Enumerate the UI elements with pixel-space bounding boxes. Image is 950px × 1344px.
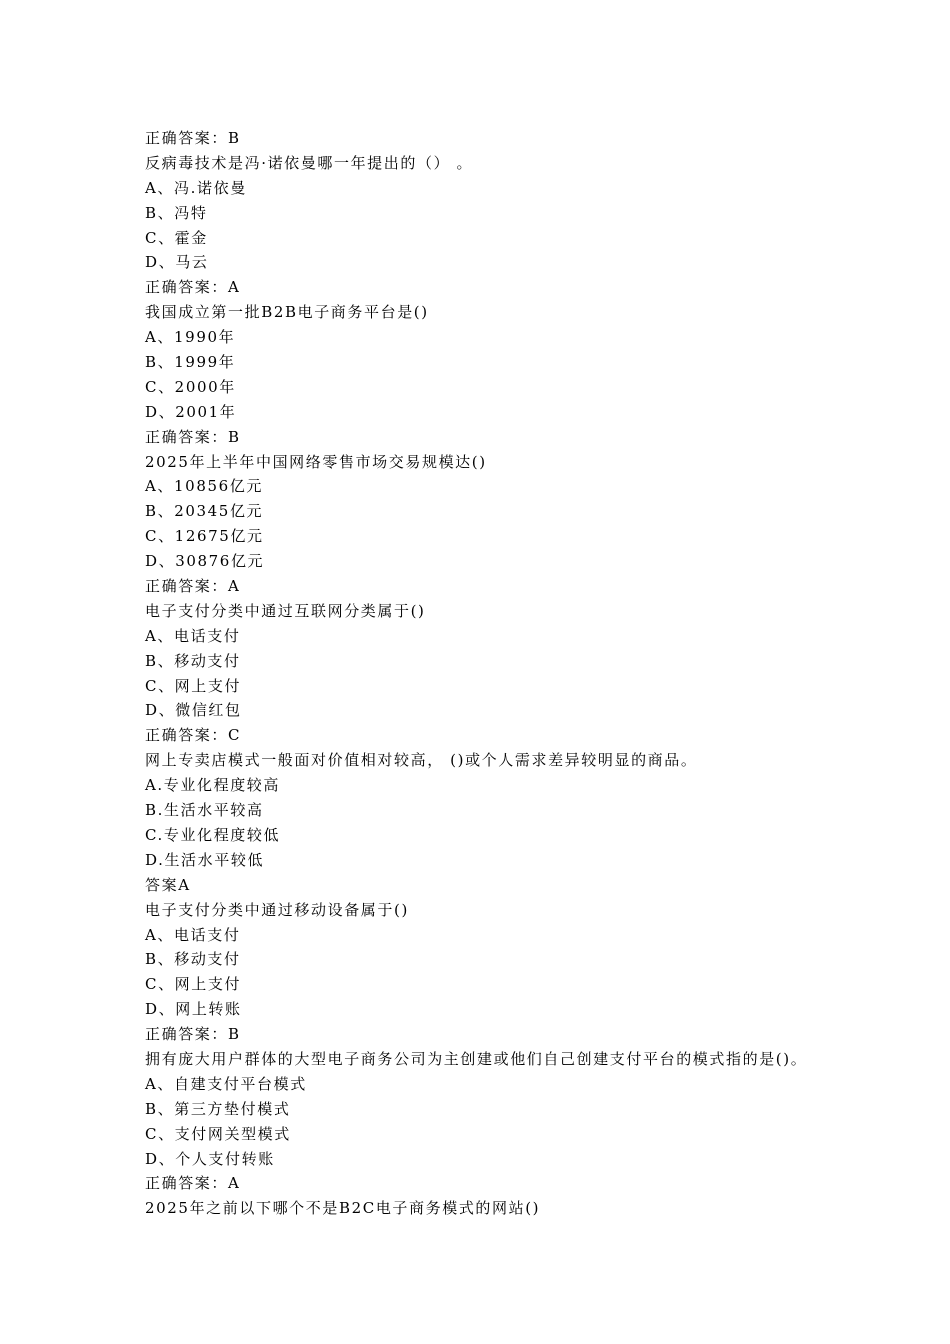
option-line: D、马云 — [145, 253, 209, 272]
option-line: C、2000年 — [145, 377, 236, 396]
option-line: C、12675亿元 — [145, 527, 264, 546]
option-line: D、个人支付转账 — [145, 1149, 275, 1168]
question-line: 拥有庞大用户群体的大型电子商务公司为主创建或他们自己创建支付平台的模式指的是()。 — [145, 1049, 808, 1068]
option-line: A、电话支付 — [145, 925, 241, 944]
answer-line: 正确答案：B — [145, 129, 241, 147]
option-line: D、微信红包 — [145, 701, 242, 720]
option-line: D、30876亿元 — [145, 552, 265, 571]
option-line: B.生活水平较高 — [145, 801, 264, 820]
option-line: B、移动支付 — [145, 950, 241, 969]
option-line: B、第三方垫付模式 — [145, 1099, 291, 1118]
option-line: C、支付网关型模式 — [145, 1124, 291, 1143]
option-line: D、网上转账 — [145, 1000, 242, 1019]
question-line: 电子支付分类中通过互联网分类属于() — [145, 601, 426, 620]
answer-line: 答案A — [145, 875, 191, 894]
option-line: C、霍金 — [145, 228, 208, 247]
option-line: B、冯特 — [145, 203, 208, 222]
answer-line: 正确答案：A — [145, 577, 241, 596]
option-line: D.生活水平较低 — [145, 850, 265, 869]
question-line: 网上专卖店模式一般面对价值相对较高， ()或个人需求差异较明显的商品。 — [145, 751, 698, 770]
answer-line: 正确答案：A — [145, 278, 241, 297]
option-line: A、电话支付 — [145, 626, 241, 645]
document-body — [145, 126, 925, 1221]
option-line: A、10856亿元 — [145, 477, 263, 496]
answer-line: 正确答案：B — [145, 427, 241, 446]
question-line: 我国成立第一批B2B电子商务平台是() — [145, 303, 429, 322]
option-line: A、自建支付平台模式 — [145, 1074, 307, 1093]
option-line: A.专业化程度较高 — [145, 776, 281, 795]
question-line: 电子支付分类中通过移动设备属于() — [145, 900, 409, 919]
option-line: C、网上支付 — [145, 975, 242, 994]
option-line: A、冯.诺依曼 — [145, 178, 247, 197]
option-line: D、2001年 — [145, 402, 237, 421]
question-line: 2025年上半年中国网络零售市场交易规模达() — [145, 452, 487, 471]
option-line: B、20345亿元 — [145, 502, 264, 521]
answer-line: 正确答案：B — [145, 1025, 241, 1044]
question-line: 反病毒技术是冯·诺依曼哪一年提出的（） 。 — [145, 153, 474, 172]
question-line: 2025年之前以下哪个不是B2C电子商务模式的网站() — [145, 1199, 541, 1218]
option-line: C、网上支付 — [145, 676, 242, 695]
option-line: B、1999年 — [145, 353, 236, 372]
option-line: C.专业化程度较低 — [145, 825, 281, 844]
option-line: B、移动支付 — [145, 651, 241, 670]
option-line: A、1990年 — [145, 328, 236, 347]
answer-line: 正确答案：A — [145, 1174, 241, 1193]
answer-line: 正确答案：C — [145, 726, 242, 745]
